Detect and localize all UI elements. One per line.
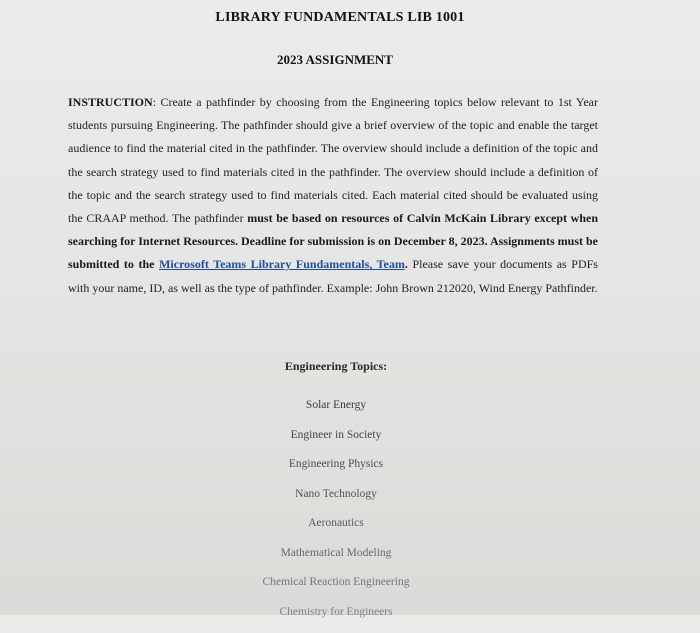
instruction-text-1: : Create a pathfinder by choosing from the Engineering topics below relevant to 1st Year students pursuing Engineering. The pathfinder should give a brief overview of the topic and enable the target audience to find the material cited in the pathfinder. The overview should include a definition of the topic and the search strategy used to find materials cited in the pathfinder. The overview should include a definition of the topic and the search strategy used to find materials cited. Each material cited should be evaluated using the CRAAP method. The pathfinder (68, 95, 598, 225)
assignment-title: 2023 ASSIGNMENT (0, 52, 670, 68)
topic-item: Engineering Physics (0, 456, 672, 486)
topic-item: Chemical Reaction Engineering (0, 574, 672, 604)
instruction-text-2: Please save your documents as PDFs with your name, ID, as well as the type of pathfinder. Example: John Brown 212020, Wind Energy Pathfinder. (68, 257, 598, 294)
topic-item: Engineer in Society (0, 427, 672, 457)
instruction-paragraph (68, 91, 598, 300)
instruction-bold-period: . (405, 257, 408, 271)
topics-heading: Engineering Topics: (0, 359, 672, 374)
teams-link[interactable]: Microsoft Teams Library Fundamentals, Team (159, 257, 405, 271)
instruction-label: INSTRUCTION (68, 95, 153, 109)
topic-item: Solar Energy (0, 397, 672, 427)
topic-item: Mathematical Modeling (0, 545, 672, 575)
topics-list (0, 397, 672, 633)
topic-item: Aeronautics (0, 515, 672, 545)
topic-item: Nano Technology (0, 486, 672, 516)
instruction-bold-text: must be based on resources of Calvin McKain Library except when searching for Internet Resources. Deadline for submission is on December 8, 2023. Assignments must be submitted to the (68, 211, 598, 271)
topic-item: Chemistry for Engineers (0, 604, 672, 633)
course-title: LIBRARY FUNDAMENTALS LIB 1001 (0, 10, 680, 26)
